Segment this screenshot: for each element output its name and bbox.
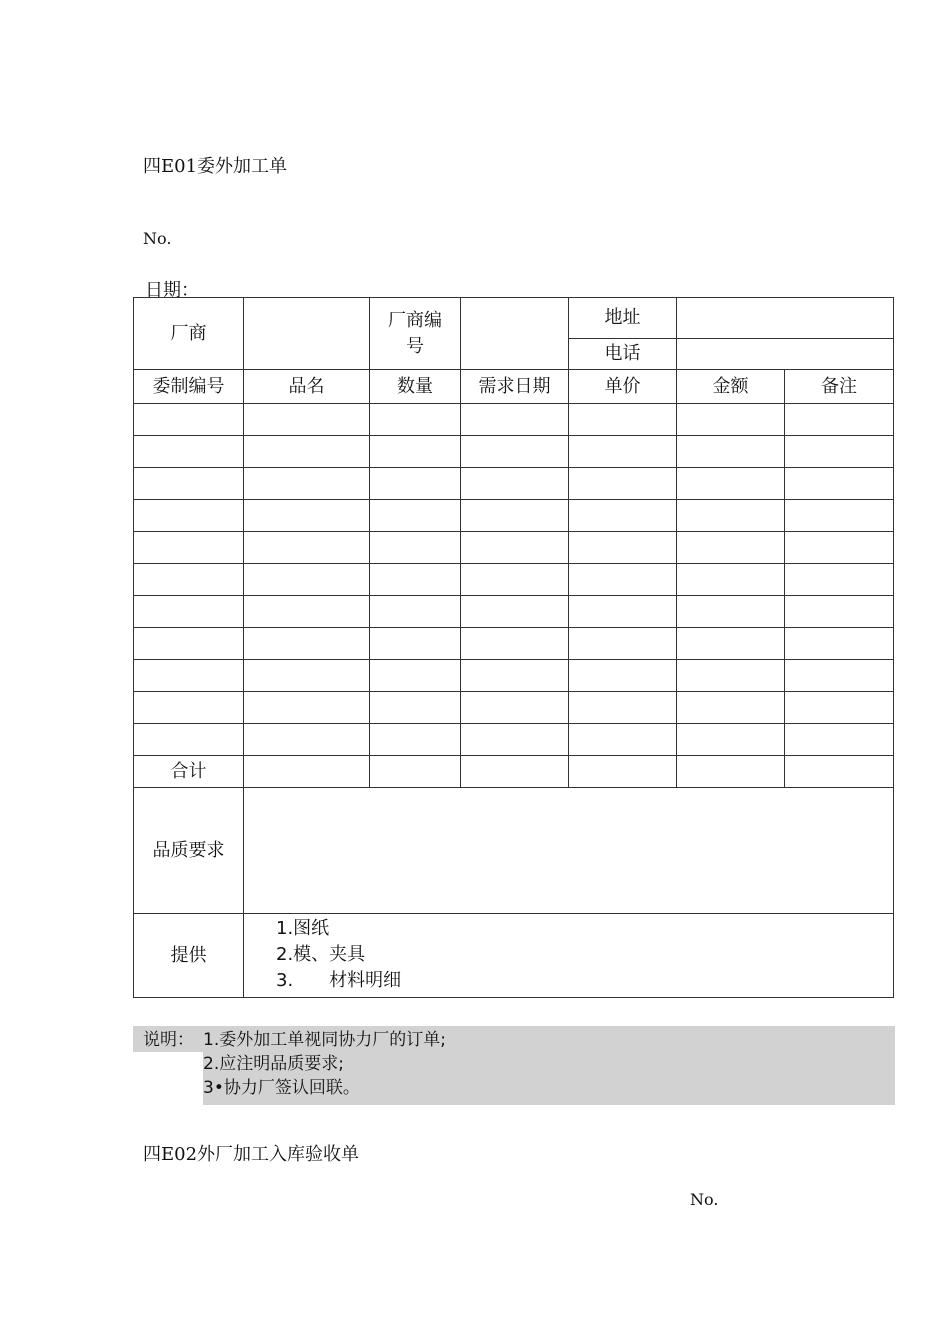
- note-line: 3•协力厂签认回联。: [203, 1078, 360, 1098]
- item-cell[interactable]: [677, 500, 785, 532]
- item-cell[interactable]: [677, 660, 785, 692]
- item-cell[interactable]: [370, 468, 461, 500]
- item-cell[interactable]: [461, 500, 569, 532]
- col-amount: 金额: [677, 370, 785, 404]
- address-value-cell[interactable]: [677, 298, 894, 339]
- item-cell[interactable]: [677, 724, 785, 756]
- item-cell[interactable]: [569, 500, 677, 532]
- table-row: [134, 404, 894, 436]
- outsourcing-order-table: [133, 297, 894, 998]
- table-row: [134, 660, 894, 692]
- item-cell[interactable]: [677, 404, 785, 436]
- total-cell[interactable]: [244, 756, 370, 788]
- item-cell[interactable]: [134, 468, 244, 500]
- table-row: [134, 500, 894, 532]
- item-cell[interactable]: [785, 500, 894, 532]
- provide-list: [244, 914, 894, 998]
- column-header-row: [134, 370, 894, 404]
- item-cell[interactable]: [134, 436, 244, 468]
- vendor-no-value-cell[interactable]: [461, 298, 569, 370]
- item-cell[interactable]: [569, 724, 677, 756]
- item-cell[interactable]: [244, 468, 370, 500]
- address-label: 地址: [569, 298, 677, 339]
- table-row: [134, 596, 894, 628]
- item-cell[interactable]: [244, 692, 370, 724]
- note-line: 1.委外加工单视同协力厂的订单;: [203, 1030, 446, 1050]
- item-cell[interactable]: [244, 628, 370, 660]
- item-cell[interactable]: [677, 596, 785, 628]
- provide-label: 提供: [134, 914, 244, 998]
- item-cell[interactable]: [134, 692, 244, 724]
- item-cell[interactable]: [569, 660, 677, 692]
- item-cell[interactable]: [785, 532, 894, 564]
- notes-label: 说明：: [143, 1030, 194, 1050]
- item-cell[interactable]: [677, 564, 785, 596]
- item-cell[interactable]: [134, 532, 244, 564]
- col-unit-price: 单价: [569, 370, 677, 404]
- item-cell[interactable]: [677, 532, 785, 564]
- item-cell[interactable]: [461, 660, 569, 692]
- item-cell[interactable]: [785, 564, 894, 596]
- form-number-label-2: No.: [690, 1190, 719, 1209]
- item-cell[interactable]: [134, 596, 244, 628]
- form-number-label: No.: [143, 229, 172, 248]
- item-cell[interactable]: [677, 468, 785, 500]
- total-cell[interactable]: [785, 756, 894, 788]
- item-cell[interactable]: [785, 660, 894, 692]
- total-cell[interactable]: [677, 756, 785, 788]
- item-cell[interactable]: [461, 404, 569, 436]
- total-cell[interactable]: [461, 756, 569, 788]
- item-cell[interactable]: [461, 468, 569, 500]
- phone-value-cell[interactable]: [677, 339, 894, 370]
- item-cell[interactable]: [461, 596, 569, 628]
- item-cell[interactable]: [244, 436, 370, 468]
- col-remarks: 备注: [785, 370, 894, 404]
- provide-item: 1.图纸: [276, 918, 330, 939]
- table-row: [134, 628, 894, 660]
- item-cell[interactable]: [134, 564, 244, 596]
- item-cell[interactable]: [134, 500, 244, 532]
- item-cell[interactable]: [370, 724, 461, 756]
- item-cell[interactable]: [370, 628, 461, 660]
- total-cell[interactable]: [370, 756, 461, 788]
- item-cell[interactable]: [244, 660, 370, 692]
- item-cell[interactable]: [461, 436, 569, 468]
- item-cell[interactable]: [461, 724, 569, 756]
- item-cell[interactable]: [244, 724, 370, 756]
- item-cell[interactable]: [569, 564, 677, 596]
- item-cell[interactable]: [244, 404, 370, 436]
- item-cell[interactable]: [370, 660, 461, 692]
- item-cell[interactable]: [461, 532, 569, 564]
- item-cell[interactable]: [244, 564, 370, 596]
- table-row: [134, 724, 894, 756]
- item-cell[interactable]: [785, 596, 894, 628]
- col-order-no: 委制编号: [134, 370, 244, 404]
- item-cell[interactable]: [370, 404, 461, 436]
- table-row: [134, 564, 894, 596]
- note-line: 2.应注明品质要求;: [203, 1054, 344, 1074]
- col-quantity: 数量: [370, 370, 461, 404]
- item-cell[interactable]: [370, 564, 461, 596]
- vendor-value-cell[interactable]: [244, 298, 370, 370]
- provide-item: 3. 材料明细: [276, 970, 402, 991]
- item-cell[interactable]: [785, 468, 894, 500]
- item-cell[interactable]: [134, 628, 244, 660]
- item-cell[interactable]: [677, 436, 785, 468]
- item-cell[interactable]: [370, 596, 461, 628]
- provide-row: [134, 914, 894, 998]
- item-cell[interactable]: [134, 660, 244, 692]
- quality-row: [134, 788, 894, 914]
- date-label: 日期：: [145, 280, 199, 301]
- item-cell[interactable]: [569, 468, 677, 500]
- form-title-e01: 四E01委外加工单: [143, 156, 288, 177]
- item-cell[interactable]: [569, 532, 677, 564]
- total-row: [134, 756, 894, 788]
- item-cell[interactable]: [677, 692, 785, 724]
- vendor-row: [134, 298, 894, 339]
- table-row: [134, 468, 894, 500]
- table-row: [134, 436, 894, 468]
- total-label: 合计: [134, 756, 244, 788]
- form-title-e02: 四E02外厂加工入库验收单: [143, 1144, 360, 1165]
- item-cell[interactable]: [677, 628, 785, 660]
- phone-label: 电话: [569, 339, 677, 370]
- col-required-date: 需求日期: [461, 370, 569, 404]
- item-rows: [134, 404, 894, 756]
- item-cell[interactable]: [370, 500, 461, 532]
- item-cell[interactable]: [370, 692, 461, 724]
- item-cell[interactable]: [785, 436, 894, 468]
- vendor-label: 厂商: [134, 298, 244, 370]
- col-item-name: 品名: [244, 370, 370, 404]
- item-cell[interactable]: [134, 404, 244, 436]
- item-cell[interactable]: [569, 692, 677, 724]
- item-cell[interactable]: [244, 596, 370, 628]
- item-cell[interactable]: [569, 404, 677, 436]
- provide-item: 2.模、夹具: [276, 944, 366, 965]
- item-cell[interactable]: [785, 692, 894, 724]
- quality-label: 品质要求: [134, 788, 244, 914]
- item-cell[interactable]: [134, 724, 244, 756]
- vendor-no-label: 厂商编 号: [370, 298, 461, 370]
- item-cell[interactable]: [785, 628, 894, 660]
- quality-value-cell[interactable]: [244, 788, 894, 914]
- item-cell[interactable]: [370, 532, 461, 564]
- item-cell[interactable]: [244, 532, 370, 564]
- item-cell[interactable]: [244, 500, 370, 532]
- item-cell[interactable]: [461, 564, 569, 596]
- item-cell[interactable]: [370, 436, 461, 468]
- total-cell[interactable]: [569, 756, 677, 788]
- item-cell[interactable]: [569, 628, 677, 660]
- table-row: [134, 692, 894, 724]
- item-cell[interactable]: [785, 404, 894, 436]
- item-cell[interactable]: [785, 724, 894, 756]
- item-cell[interactable]: [569, 436, 677, 468]
- item-cell[interactable]: [569, 596, 677, 628]
- table-row: [134, 532, 894, 564]
- item-cell[interactable]: [461, 628, 569, 660]
- item-cell[interactable]: [461, 692, 569, 724]
